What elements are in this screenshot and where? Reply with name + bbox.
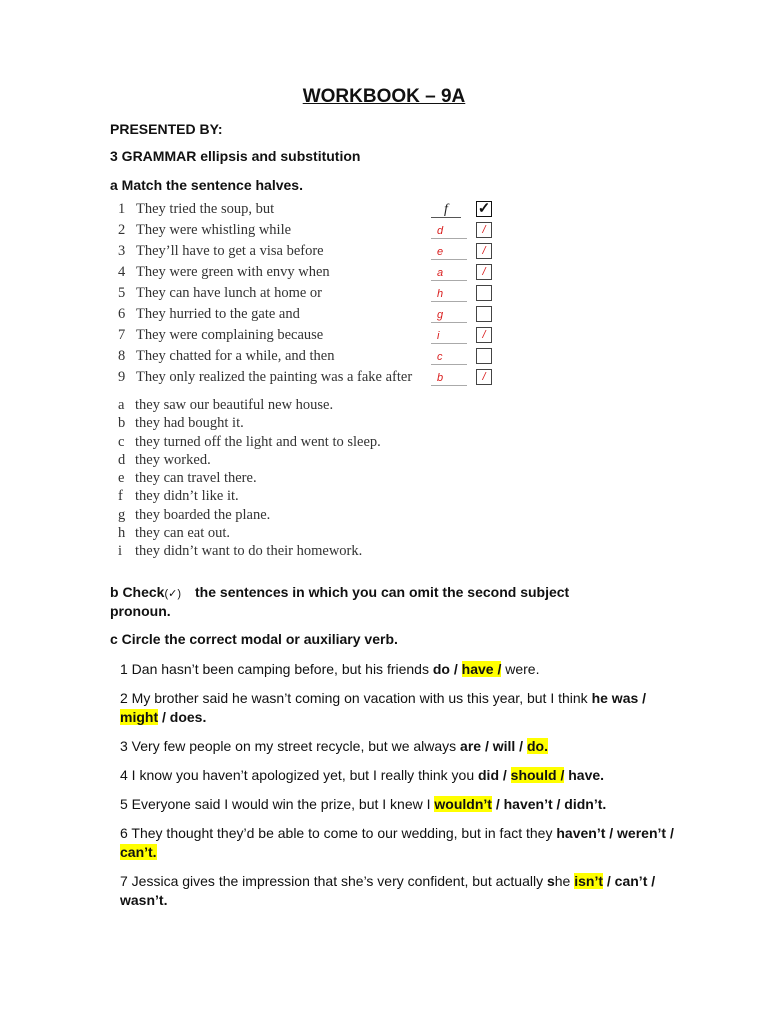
check-box[interactable]: / xyxy=(476,243,492,259)
part-b-instruction-line2: pronoun. xyxy=(110,603,171,619)
part-c-instruction: c Circle the correct modal or auxiliary verb. xyxy=(110,631,398,647)
item-number: h xyxy=(118,525,126,542)
item-text: they boarded the plane. xyxy=(135,506,271,523)
item-number: 4 xyxy=(118,264,126,280)
sentence-1: 1 Dan hasn’t been camping before, but his friends do / have / were. xyxy=(120,661,540,677)
sentence-7: 7 Jessica gives the impression that she’s very confident, but actually she isn’t / can’t / wasn’t. xyxy=(120,873,656,908)
item-text: they can eat out. xyxy=(135,525,231,542)
highlighted-answer: do. xyxy=(526,738,548,754)
list-item xyxy=(118,433,418,451)
item-number: 2 xyxy=(118,222,126,238)
check-box[interactable]: / xyxy=(476,222,492,238)
answer-blank[interactable]: g xyxy=(431,308,467,323)
item-number: 7 xyxy=(118,327,126,343)
answer-row xyxy=(428,346,498,367)
check-box[interactable]: / xyxy=(476,264,492,280)
highlighted-answer: can’t. xyxy=(120,844,157,860)
answer-row xyxy=(428,199,498,220)
presented-by-label: PRESENTED BY: xyxy=(110,121,223,137)
highlighted-answer: have / xyxy=(461,661,502,677)
list-item xyxy=(118,524,418,542)
page-title: WORKBOOK – 9A xyxy=(302,86,466,107)
item-text: They hurried to the gate and xyxy=(136,306,300,322)
answer-row xyxy=(428,367,498,388)
item-text: they can travel there. xyxy=(135,470,257,487)
sentence-4: 4 I know you haven’t apologized yet, but I really think you did / should / have. xyxy=(120,767,605,783)
item-text: They were complaining because xyxy=(136,327,324,343)
item-number: 6 xyxy=(118,306,126,322)
item-number: 1 xyxy=(118,201,126,217)
sentence-2: 2 My brother said he wasn’t coming on vacation with us this year, but I think he was / might / does. xyxy=(120,690,647,725)
list-item xyxy=(118,396,418,414)
item-text: They tried the soup, but xyxy=(136,201,275,217)
item-number: d xyxy=(118,451,126,468)
item-text: They can have lunch at home or xyxy=(136,285,323,301)
list-item xyxy=(118,469,418,487)
answer-blank[interactable]: c xyxy=(431,350,467,365)
item-text: They only realized the painting was a fake after xyxy=(136,369,413,385)
answer-blank[interactable]: f xyxy=(431,203,461,218)
sentence-6: 6 They thought they’d be able to come to our wedding, but in fact they haven’t / weren’t / can’t. xyxy=(120,825,674,860)
check-box[interactable]: / xyxy=(476,369,492,385)
answer-row xyxy=(428,220,498,241)
item-text: they worked. xyxy=(135,451,211,468)
item-number: f xyxy=(118,488,123,505)
answer-row xyxy=(428,283,498,304)
answer-blank[interactable]: d xyxy=(431,224,467,239)
check-box[interactable]: ✓ xyxy=(477,200,491,217)
item-text: they saw our beautiful new house. xyxy=(135,397,334,413)
item-number: 8 xyxy=(118,348,126,364)
item-number: b xyxy=(118,415,126,432)
item-text: they had bought it. xyxy=(135,415,244,432)
item-text: They chatted for a while, and then xyxy=(136,348,335,364)
answer-row xyxy=(428,262,498,283)
check-box[interactable] xyxy=(476,348,492,364)
answer-blank[interactable]: e xyxy=(431,245,467,260)
item-text: They’ll have to get a visa before xyxy=(136,243,324,259)
item-text: they turned off the light and went to sleep. xyxy=(135,433,381,450)
list-item xyxy=(118,414,418,432)
section-heading: 3 GRAMMAR ellipsis and substitution xyxy=(110,148,361,164)
check-symbol: (✓) xyxy=(164,588,182,600)
list-item xyxy=(118,451,418,469)
highlighted-answer: isn’t xyxy=(574,873,604,889)
item-number: i xyxy=(118,543,123,560)
answer-row xyxy=(428,325,498,346)
item-number: 9 xyxy=(118,369,126,385)
answer-blank[interactable]: h xyxy=(431,287,467,302)
item-number: e xyxy=(118,470,125,487)
item-number: a xyxy=(118,397,125,413)
part-b-instruction: b Check(✓) the sentences in which you can omit the second subject xyxy=(110,584,570,600)
item-text: they didn’t want to do their homework. xyxy=(135,543,363,560)
highlighted-answer: should / xyxy=(510,767,565,783)
list-item xyxy=(118,506,418,524)
answer-blank[interactable]: b xyxy=(431,371,467,386)
sentence-5: 5 Everyone said I would win the prize, but I knew I wouldn’t / haven’t / didn’t. xyxy=(120,796,607,812)
item-number: g xyxy=(118,506,126,523)
list-item xyxy=(118,542,418,560)
sentence-3: 3 Very few people on my street recycle, but we always are / will / do. xyxy=(120,738,548,754)
highlighted-answer: wouldn’t xyxy=(434,796,492,812)
item-text: They were whistling while xyxy=(136,222,292,238)
answer-blank[interactable]: i xyxy=(431,329,467,344)
answer-row xyxy=(428,241,498,262)
answer-column xyxy=(428,199,498,388)
check-box[interactable]: / xyxy=(476,327,492,343)
sentence-endings-list xyxy=(118,396,418,561)
item-number: c xyxy=(118,433,125,450)
answer-blank[interactable]: a xyxy=(431,266,467,281)
list-item xyxy=(118,487,418,505)
item-text: they didn’t like it. xyxy=(135,488,239,505)
part-a-instruction: a Match the sentence halves. xyxy=(110,177,303,193)
check-box[interactable] xyxy=(476,306,492,322)
item-text: They were green with envy when xyxy=(136,264,330,280)
item-number: 3 xyxy=(118,243,126,259)
item-number: 5 xyxy=(118,285,126,301)
answer-row xyxy=(428,304,498,325)
check-box[interactable] xyxy=(476,285,492,301)
highlighted-answer: might xyxy=(120,709,159,725)
